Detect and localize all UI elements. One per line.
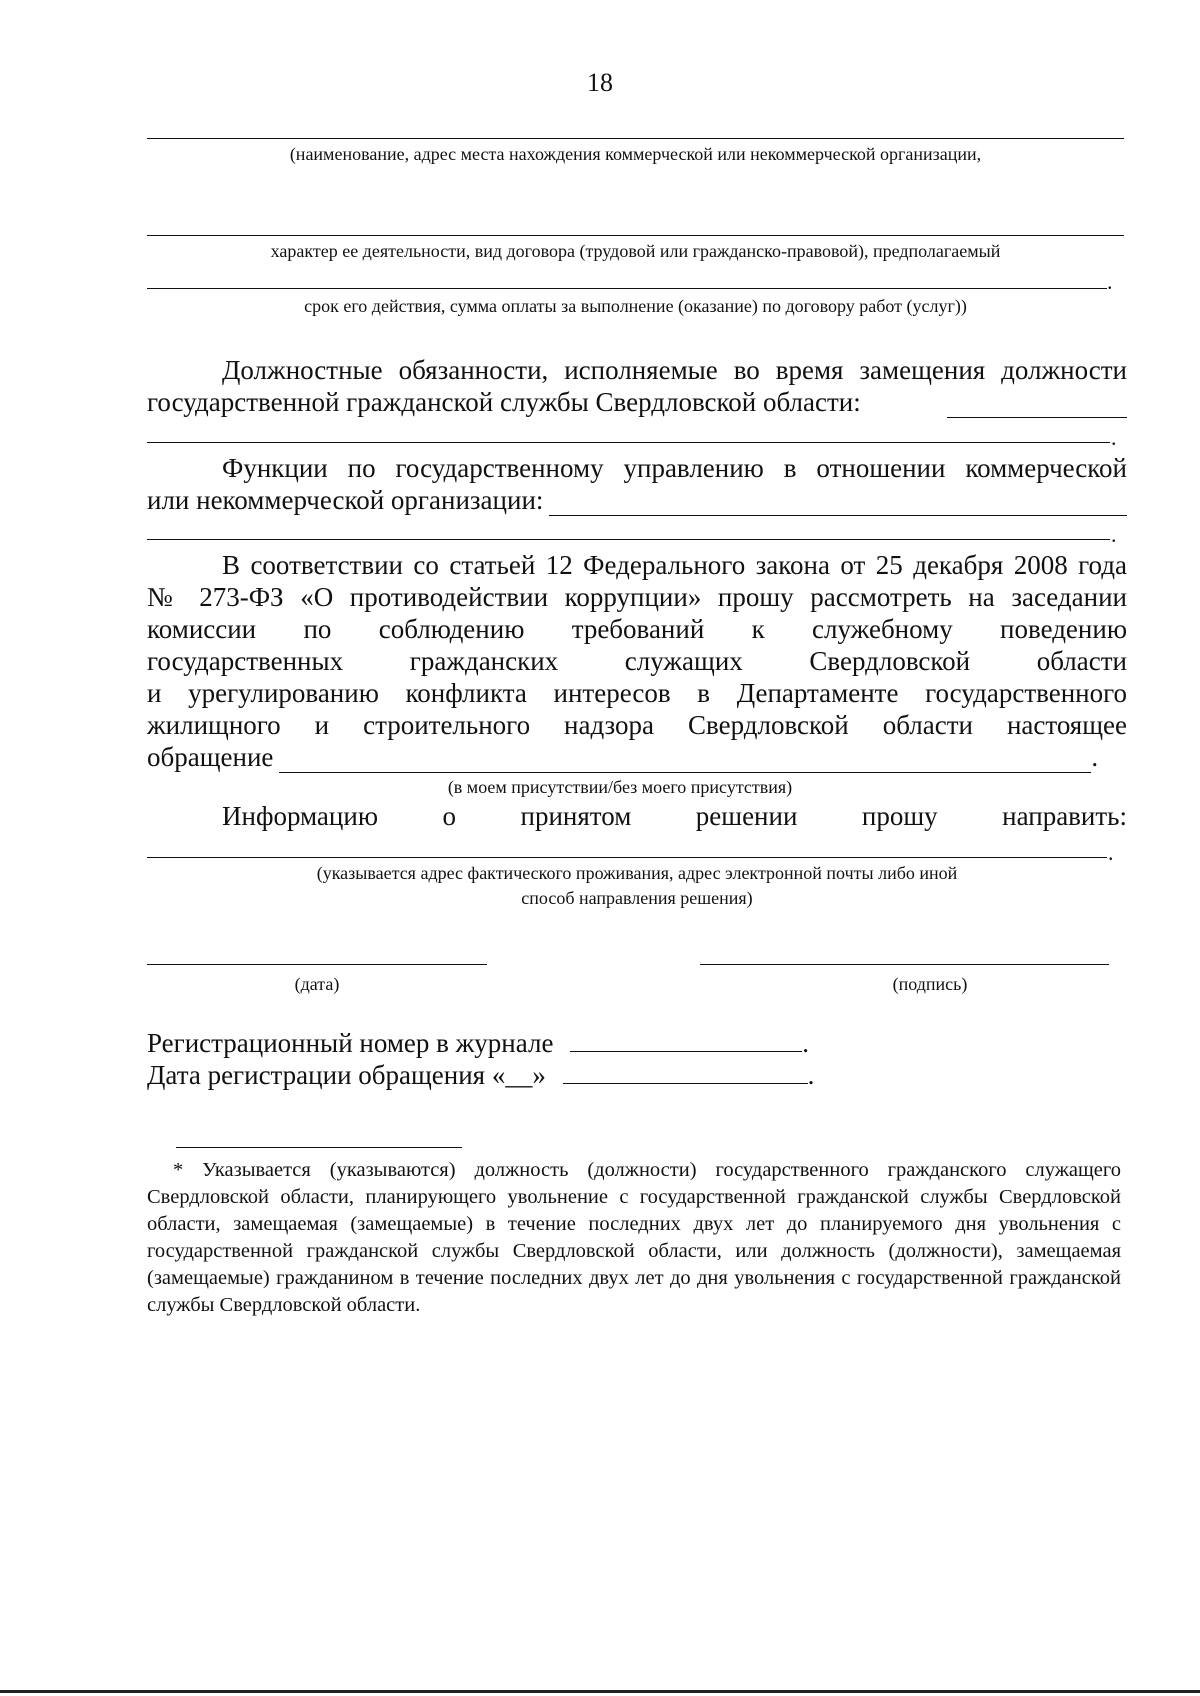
request-line-1: В соответствии со статьей 12 Федерального закона от 25 декабря 2008 года bbox=[222, 550, 1127, 580]
footnote-separator bbox=[176, 1147, 462, 1148]
functions-fill-line bbox=[147, 539, 1110, 540]
duties-paragraph bbox=[147, 354, 1127, 418]
caption-term: срок его действия, сумма оплаты за выполнение (оказание) по договору работ (услуг)) bbox=[304, 296, 967, 316]
date-fill-line bbox=[147, 964, 487, 965]
period: . bbox=[807, 1060, 815, 1090]
period: . bbox=[1111, 425, 1117, 450]
period: . bbox=[1107, 269, 1113, 294]
caption-address-2: способ направления решения) bbox=[521, 888, 753, 908]
request-paragraph bbox=[147, 549, 1127, 773]
activity-fill-line bbox=[147, 235, 1124, 236]
org-name-fill-line bbox=[147, 138, 1124, 139]
duties-line-1: Должностные обязанности, исполняемые во время замещения должности bbox=[222, 355, 1127, 385]
caption-date: (дата) bbox=[294, 974, 340, 994]
caption-signature: (подпись) bbox=[892, 974, 968, 994]
functions-line-1: Функции по государственному управлению в отношении коммерческой bbox=[222, 453, 1127, 483]
signature-fill-line bbox=[700, 964, 1109, 965]
caption-presence: (в моем присутствии/без моего присутствия) bbox=[447, 777, 793, 797]
duties-fill-line bbox=[147, 442, 1110, 443]
info-fill-line bbox=[147, 857, 1107, 858]
page-number: 18 bbox=[587, 68, 613, 97]
period: . bbox=[1108, 840, 1114, 865]
duties-line-2: государственной гражданской службы Свердловской области: bbox=[147, 387, 861, 417]
registration-date-label: Дата регистрации обращения «__» bbox=[147, 1060, 546, 1090]
period: . bbox=[802, 1028, 809, 1058]
request-line-5: и урегулированию конфликта интересов в Департаменте государственного bbox=[147, 678, 1127, 708]
functions-fill-line-inline bbox=[549, 493, 1127, 516]
duties-fill-line-inline bbox=[947, 395, 1127, 418]
registration-number-fill-line bbox=[570, 1029, 802, 1052]
registration-date-row bbox=[147, 1059, 814, 1091]
scan-edge bbox=[0, 1690, 1200, 1693]
functions-line-2: или некоммерческой организации: bbox=[147, 485, 544, 515]
caption-org-name: (наименование, адрес места нахождения коммерческой или некоммерческой организации, bbox=[289, 144, 982, 164]
registration-number-row bbox=[147, 1027, 809, 1059]
caption-activity: характер ее деятельности, вид договора (трудовой или гражданско-правовой), предполагаемый bbox=[270, 241, 1001, 261]
period: . bbox=[1091, 742, 1099, 772]
caption-address-1: (указывается адрес фактического проживания, адрес электронной почты либо иной bbox=[316, 863, 958, 883]
request-line-6: жилищного и строительного надзора Свердловской области настоящее bbox=[147, 710, 1127, 740]
registration-date-fill-line bbox=[563, 1061, 808, 1084]
request-line-7: обращение bbox=[147, 742, 274, 772]
registration-number-label: Регистрационный номер в журнале bbox=[147, 1028, 554, 1058]
footnote-text: * Указывается (указываются) должность (должности) государственного гражданского служащего Свердловской области, планирующего увольнение с государственной гражданской службы Свердловской области, замещаемая (замещаемые) в течение последних двух лет до планируемого дня увольнения с государственной гражданской службы Свердловской области, или должность (должности), замещаемая (замещаемые) гражданином в течение последних двух лет до дня увольнения с государственной гражданской службы Свердловской области. bbox=[147, 1159, 1121, 1316]
functions-paragraph bbox=[147, 452, 1127, 516]
info-line: Информацию о принятом решении прошу направить: bbox=[222, 801, 1127, 831]
request-line-4: государственных гражданских служащих Свердловской области bbox=[147, 646, 1127, 676]
period: . bbox=[1111, 522, 1117, 547]
request-line-2: № 273-ФЗ «О противодействии коррупции» прошу рассмотреть на заседании bbox=[147, 582, 1127, 612]
term-fill-line bbox=[147, 288, 1107, 289]
request-line-3: комиссии по соблюдению требований к служебному поведению bbox=[147, 614, 1127, 644]
presence-fill-line bbox=[279, 750, 1091, 773]
